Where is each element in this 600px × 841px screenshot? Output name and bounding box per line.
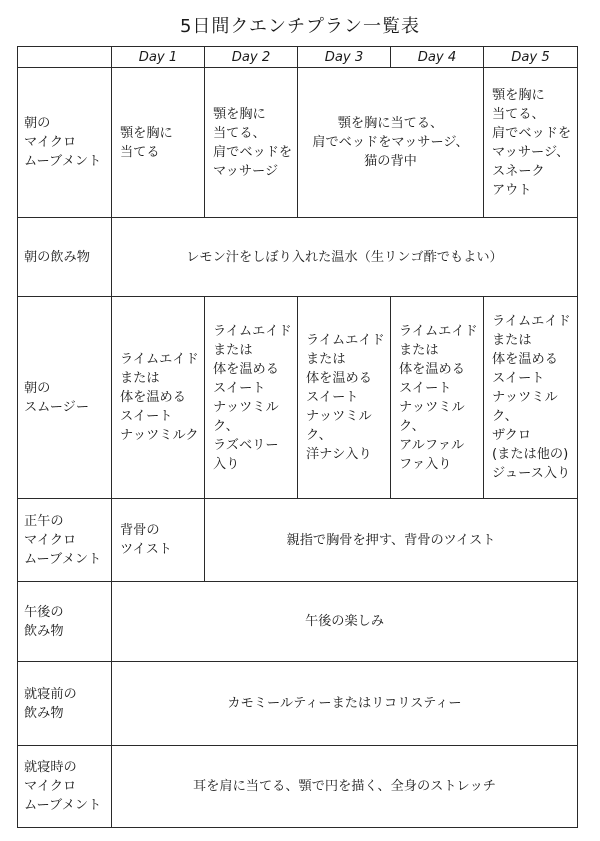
page-title: 5日間クエンチプラン一覧表 bbox=[179, 16, 421, 37]
day-header-5: Day 5 bbox=[484, 47, 578, 68]
row-afternoon-drink bbox=[18, 582, 578, 662]
bedtime-drink-all-days: カモミールティーまたはリコリスティー bbox=[112, 662, 578, 746]
bedtime-micro-all-days: 耳を肩に当てる、顎で円を描く、全身のストレッチ bbox=[112, 746, 578, 828]
row-label-morning-drink: 朝の飲み物 bbox=[18, 218, 112, 297]
day-header-3: Day 3 bbox=[298, 47, 391, 68]
morning-smoothie-day4: ライムエイド または 体を温める スイート ナッツミルク、 アルファル ファ入り bbox=[391, 297, 484, 499]
row-morning-drink bbox=[18, 218, 578, 297]
day-header-4: Day 4 bbox=[391, 47, 484, 68]
morning-micro-day3-4: 顎を胸に当てる、 肩でベッドをマッサージ、 猫の背中 bbox=[298, 68, 484, 218]
morning-smoothie-day5: ライムエイド または 体を温める スイート ナッツミルク、 ザクロ (または他の) ジュース入り bbox=[484, 297, 578, 499]
row-morning-smoothie bbox=[18, 297, 578, 499]
morning-micro-day2: 顎を胸に 当てる、 肩でベッドを マッサージ bbox=[205, 68, 298, 218]
row-label-morning-smoothie: 朝の スムージー bbox=[18, 297, 112, 499]
morning-smoothie-day1: ライムエイド または 体を温める スイート ナッツミルク bbox=[112, 297, 205, 499]
row-label-morning-micro: 朝の マイクロ ムーブメント bbox=[18, 68, 112, 218]
afternoon-drink-all-days: 午後の楽しみ bbox=[112, 582, 578, 662]
noon-micro-day1: 背骨の ツイスト bbox=[112, 499, 205, 582]
morning-micro-day5: 顎を胸に 当てる、 肩でベッドを マッサージ、 スネーク アウト bbox=[484, 68, 578, 218]
day-header-2: Day 2 bbox=[205, 47, 298, 68]
row-morning-micro bbox=[18, 68, 578, 218]
row-label-bedtime-micro: 就寝時の マイクロ ムーブメント bbox=[18, 746, 112, 828]
morning-smoothie-day3: ライムエイド または 体を温める スイート ナッツミルク、 洋ナシ入り bbox=[298, 297, 391, 499]
morning-micro-day1: 顎を胸に 当てる bbox=[112, 68, 205, 218]
header-row bbox=[18, 47, 578, 68]
corner-cell bbox=[18, 47, 112, 68]
morning-smoothie-day2: ライムエイド または 体を温める スイート ナッツミルク、 ラズベリー 入り bbox=[205, 297, 298, 499]
row-bedtime-drink bbox=[18, 662, 578, 746]
row-bedtime-micro bbox=[18, 746, 578, 828]
row-label-noon-micro: 正午の マイクロ ムーブメント bbox=[18, 499, 112, 582]
row-label-bedtime-drink: 就寝前の 飲み物 bbox=[18, 662, 112, 746]
row-label-afternoon-drink: 午後の 飲み物 bbox=[18, 582, 112, 662]
noon-micro-day2-5: 親指で胸骨を押す、背骨のツイスト bbox=[205, 499, 578, 582]
day-header-1: Day 1 bbox=[112, 47, 205, 68]
morning-drink-all-days: レモン汁をしぼり入れた温水（生リンゴ酢でもよい） bbox=[112, 218, 578, 297]
row-noon-micro bbox=[18, 499, 578, 582]
plan-table bbox=[17, 46, 578, 828]
